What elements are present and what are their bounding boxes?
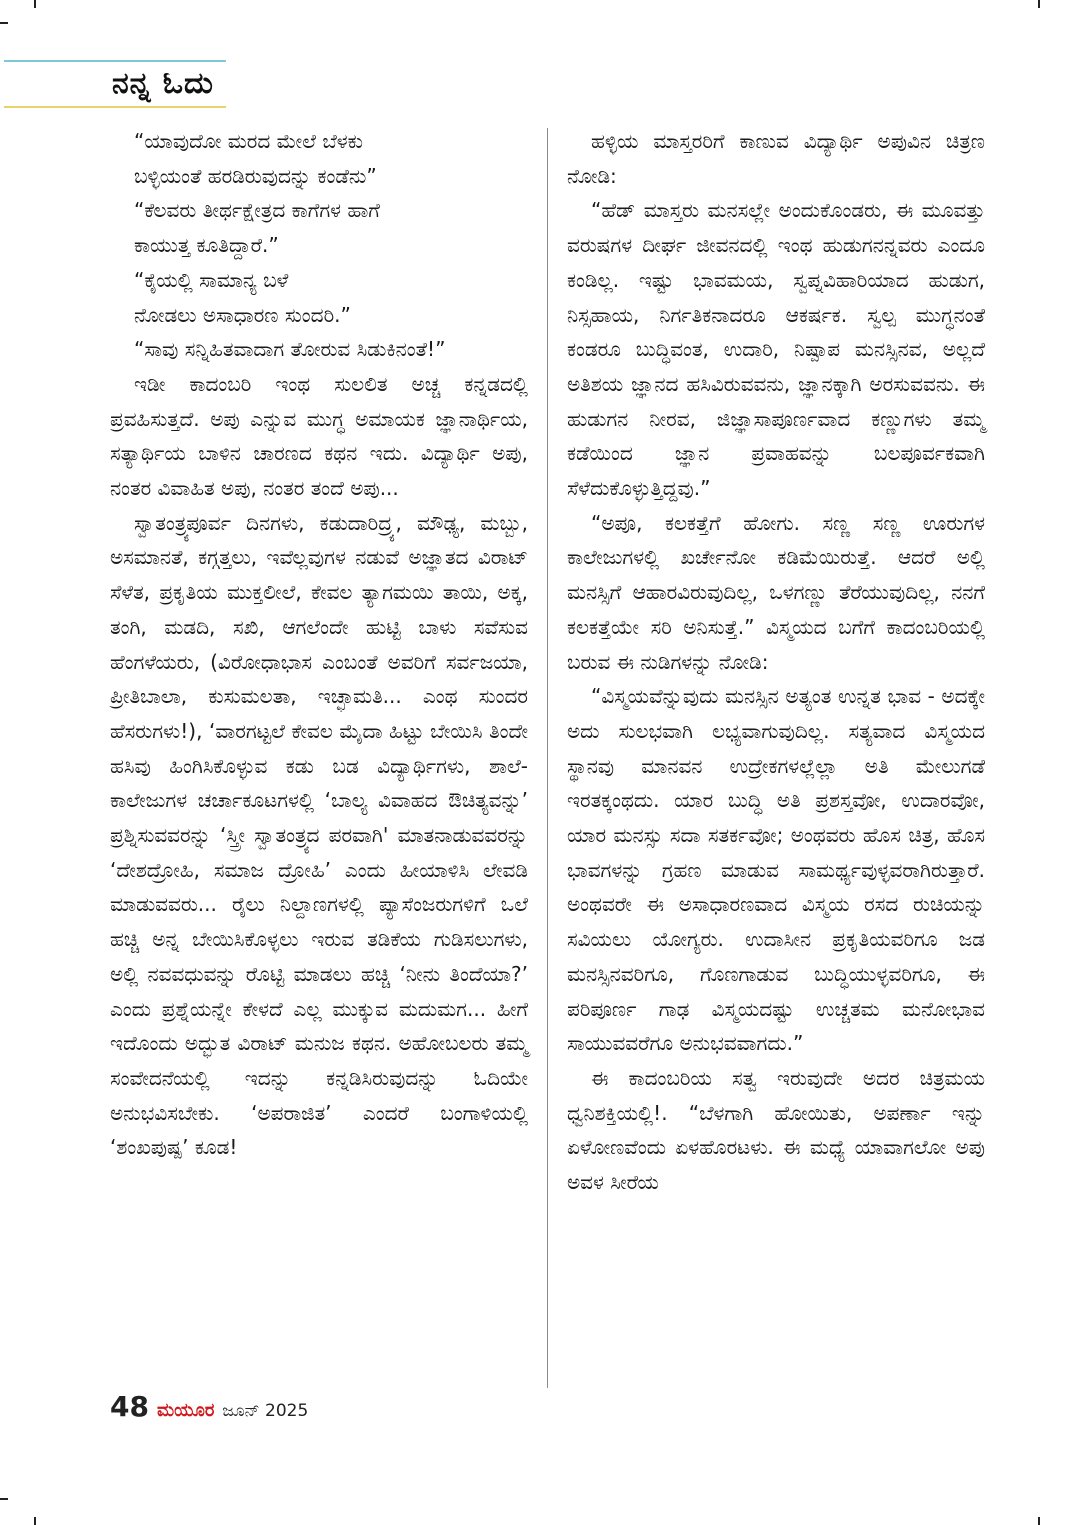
quote-line: “ಕೆಲವರು ತೀರ್ಥಕ್ಷೇತ್ರದ ಕಾಗೆಗಳ ಹಾಗೆ — [134, 198, 380, 223]
header-rule-top — [4, 60, 226, 62]
right-column — [567, 124, 985, 1200]
quote-line: “ಯಾವುದೋ ಮರದ ಮೇಲೆ ಬೆಳಕು — [134, 129, 363, 153]
paragraph: “ಸಾವು ಸನ್ನಿಹಿತವಾದಾಗ ತೋರುವ ಸಿಡುಕಿನಂತೆ!” — [134, 337, 446, 362]
issue-date: ಜೂನ್ 2025 — [222, 1401, 309, 1421]
quote-line: ನೋಡಲು ಅಸಾಧಾರಣ ಸುಂದರಿ.” — [134, 302, 351, 327]
crop-mark — [0, 1498, 8, 1500]
paragraph: “ಅಪೂ, ಕಲಕತ್ತೆಗೆ ಹೋಗು. ಸಣ್ಣ ಸಣ್ಣ ಊರುಗಳ ಕಾಲೇಜುಗಳಲ್ಲಿ ಖರ್ಚೇನೋ ಕಡಿಮೆಯಿರುತ್ತೆ. ಆದರೆ ಅಲ್ಲಿ ಮನಸ್ಸಿಗೆ ಆಹಾರವಿರುವುದಿಲ್ಲ, ಒಳಗಣ್ಣು ತೆರೆಯುವುದಿಲ್ಲ, ನನಗೆ ಕಲಕತ್ತೆಯೇ ಸರಿ ಅನಿಸುತ್ತೆ.” ವಿಸ್ಮಯದ ಬಗೆಗೆ ಕಾದಂಬರಿಯಲ್ಲಿ ಬರುವ ಈ ನುಡಿಗಳನ್ನು ನೋಡಿ: — [567, 510, 985, 674]
magazine-name: ಮಯೂರ — [156, 1400, 215, 1421]
quote-line: ಬಳ್ಳಿಯಂತೆ ಹರಡಿರುವುದನ್ನು ಕಂಡೆನು” — [134, 163, 377, 188]
paragraph: ಇಡೀ ಕಾದಂಬರಿ ಇಂಥ ಸುಲಲಿತ ಅಚ್ಚ ಕನ್ನಡದಲ್ಲಿ ಪ್ರವಹಿಸುತ್ತದೆ. ಅಪು ಎನ್ನುವ ಮುಗ್ಧ ಅಮಾಯಕ ಜ್ಞಾನಾರ್ಥಿಯ, ಸತ್ಯಾರ್ಥಿಯ ಬಾಳಿನ ಚಾರಣದ ಕಥನ ಇದು. ವಿದ್ಯಾರ್ಥಿ ಅಪು, ನಂತರ ವಿವಾಹಿತ ಅಪು, ನಂತರ ತಂದೆ ಅಪು... — [110, 371, 528, 501]
page-footer — [110, 1390, 308, 1423]
paragraph: “ಹೆಡ್ ಮಾಸ್ತರು ಮನಸಲ್ಲೇ ಅಂದುಕೊಂಡರು, ಈ ಮೂವತ್ತು ವರುಷಗಳ ದೀರ್ಘ ಜೀವನದಲ್ಲಿ ಇಂಥ ಹುಡುಗನನ್ನವರು ಎಂದೂ ಕಂಡಿಲ್ಲ. ಇಷ್ಟು ಭಾವಮಯ, ಸ್ವಪ್ನವಿಹಾರಿಯಾದ ಹುಡುಗ, ನಿಸ್ಸಹಾಯ, ನಿರ್ಗತಿಕನಾದರೂ ಆಕರ್ಷಕ. ಸ್ವಲ್ಪ ಮುಗ್ಧನಂತೆ ಕಂಡರೂ ಬುದ್ಧಿವಂತ, ಉದಾರಿ, ನಿಷ್ಪಾಪ ಮನಸ್ಸಿನವ, ಅಲ್ಲದೆ ಅತಿಶಯ ಜ್ಞಾನದ ಹಸಿವಿರುವವನು, ಜ್ಞಾನಕ್ಕಾಗಿ ಅರಸುವವನು. ಈ ಹುಡುಗನ ನೀರವ, ಜಿಜ್ಞಾಸಾಪೂರ್ಣವಾದ ಕಣ್ಣುಗಳು ತಮ್ಮ ಕಡೆಯಿಂದ ಜ್ಞಾನ ಪ್ರವಾಹವನ್ನು ಬಲಪೂರ್ವಕವಾಗಿ ಸೆಳೆದುಕೊಳ್ಳುತ್ತಿದ್ದವು.” — [567, 198, 985, 501]
crop-mark — [34, 1517, 36, 1525]
paragraph: ಹಳ್ಳಿಯ ಮಾಸ್ತರರಿಗೆ ಕಾಣುವ ವಿದ್ಯಾರ್ಥಿ ಅಪುವಿನ ಚಿತ್ರಣ ನೋಡಿ: — [567, 129, 985, 188]
left-column — [110, 124, 528, 1165]
header-rule-bottom — [4, 106, 226, 108]
paragraph: ಸ್ವಾತಂತ್ರ್ಯಪೂರ್ವ ದಿನಗಳು, ಕಡುದಾರಿದ್ರ್ಯ, ಮೌಢ್ಯ, ಮಬ್ಬು, ಅಸಮಾನತೆ, ಕಗ್ಗತ್ತಲು, ಇವೆಲ್ಲವುಗಳ ನಡುವೆ ಅಜ್ಞಾತದ ವಿರಾಟ್ ಸೆಳೆತ, ಪ್ರಕೃತಿಯ ಮುಕ್ತಲೀಲೆ, ಕೇವಲ ತ್ಯಾಗಮಯಿ ತಾಯಿ, ಅಕ್ಕ, ತಂಗಿ, ಮಡದಿ, ಸಖಿ, ಆಗಲೆಂದೇ ಹುಟ್ಟಿ ಬಾಳು ಸವೆಸುವ ಹೆಂಗಳೆಯರು, (ವಿರೋಧಾಭಾಸ ಎಂಬಂತೆ ಅವರಿಗೆ ಸರ್ವಜಯಾ, ಪ್ರೀತಿಬಾಲಾ, ಕುಸುಮಲತಾ, ಇಚ್ಛಾಮತಿ... ಎಂಥ ಸುಂದರ ಹೆಸರುಗಳು!), ‘ವಾರಗಟ್ಟಲೆ ಕೇವಲ ಮೈದಾ ಹಿಟ್ಟು ಬೇಯಿಸಿ ತಿಂದೇ ಹಸಿವು ಹಿಂಗಿಸಿಕೊಳ್ಳುವ ಕಡು ಬಡ ವಿದ್ಯಾರ್ಥಿಗಳು, ಶಾಲೆ-ಕಾಲೇಜುಗಳ ಚರ್ಚಾಕೂಟಗಳಲ್ಲಿ ‘ಬಾಲ್ಯ ವಿವಾಹದ ಔಚಿತ್ಯವನ್ನು’ ಪ್ರಶ್ನಿಸುವವರನ್ನು ‘ಸ್ತ್ರೀ ಸ್ವಾತಂತ್ರ್ಯದ ಪರವಾಗಿ' ಮಾತನಾಡುವವರನ್ನು ‘ದೇಶದ್ರೋಹಿ, ಸಮಾಜ ದ್ರೋಹಿ’ ಎಂದು ಹೀಯಾಳಿಸಿ ಲೇವಡಿ ಮಾಡುವವರು... ರೈಲು ನಿಲ್ದಾಣಗಳಲ್ಲಿ ಪ್ಯಾಸೆಂಜರುಗಳಿಗೆ ಒಲೆ ಹಚ್ಚಿ ಅನ್ನ ಬೇಯಿಸಿಕೊಳ್ಳಲು ಇರುವ ತಡಿಕೆಯ ಗುಡಿಸಲುಗಳು, ಅಲ್ಲಿ ನವವಧುವನ್ನು ರೊಟ್ಟಿ ಮಾಡಲು ಹಚ್ಚಿ ‘ನೀನು ತಿಂದೆಯಾ?’ ಎಂದು ಪ್ರಶ್ನೆಯನ್ನೇ ಕೇಳದೆ ಎಲ್ಲ ಮುಕ್ಕುವ ಮದುಮಗ... ಹೀಗೆ ಇದೊಂದು ಅದ್ಭುತ ವಿರಾಟ್ ಮನುಜ ಕಥನ. ಅಹೋಬಲರು ತಮ್ಮ ಸಂವೇದನೆಯಲ್ಲಿ ಇದನ್ನು ಕನ್ನಡಿಸಿರುವುದನ್ನು ಓದಿಯೇ ಅನುಭವಿಸಬೇಕು. ‘ಅಪರಾಜಿತ’ ಎಂದರೆ ಬಂಗಾಳಿಯಲ್ಲಿ ‘ಶಂಖಪುಷ್ಪ’ ಕೂಡ! — [110, 510, 528, 1160]
paragraph: ಈ ಕಾದಂಬರಿಯ ಸತ್ವ ಇರುವುದೇ ಅದರ ಚಿತ್ರಮಯ ಧ್ವನಿಶಕ್ತಿಯಲ್ಲಿ!. “ಬೆಳಗಾಗಿ ಹೋಯಿತು, ಅಪರ್ಣಾ ಇನ್ನು ಏಳೋಣವೆಂದು ಏಳಹೊರಟಳು. ಈ ಮಧ್ಯೆ ಯಾವಾಗಲೋ ಅಪು ಅವಳ ಸೀರೆಯ — [567, 1065, 985, 1195]
column-divider — [547, 128, 548, 1388]
crop-mark — [34, 0, 36, 8]
section-title: ನನ್ನ ಓದು — [112, 66, 214, 101]
quote-line: “ಕೈಯಲ್ಲಿ ಸಾಮಾನ್ಯ ಬಳೆ — [134, 267, 289, 292]
crop-mark — [1038, 0, 1040, 8]
paragraph: “ವಿಸ್ಮಯವೆನ್ನುವುದು ಮನಸ್ಸಿನ ಅತ್ಯಂತ ಉನ್ನತ ಭಾವ - ಅದಕ್ಕೇ ಅದು ಸುಲಭವಾಗಿ ಲಭ್ಯವಾಗುವುದಿಲ್ಲ. ಸತ್ಯವಾದ ವಿಸ್ಮಯದ ಸ್ಥಾನವು ಮಾನವನ ಉದ್ರೇಕಗಳಲ್ಲೆಲ್ಲಾ ಅತಿ ಮೇಲುಗಡೆ ಇರತಕ್ಕಂಥದು. ಯಾರ ಬುದ್ಧಿ ಅತಿ ಪ್ರಶಸ್ತವೋ, ಉದಾರವೋ, ಯಾರ ಮನಸ್ಸು ಸದಾ ಸತರ್ಕವೋ; ಅಂಥವರು ಹೊಸ ಚಿತ್ರ, ಹೊಸ ಭಾವಗಳನ್ನು ಗ್ರಹಣ ಮಾಡುವ ಸಾಮರ್ಥ್ಯವುಳ್ಳವರಾಗಿರುತ್ತಾರೆ. ಅಂಥವರೇ ಈ ಅಸಾಧಾರಣವಾದ ವಿಸ್ಮಯ ರಸದ ರುಚಿಯನ್ನು ಸವಿಯಲು ಯೋಗ್ಯರು. ಉದಾಸೀನ ಪ್ರಕೃತಿಯವರಿಗೂ ಜಡ ಮನಸ್ಸಿನವರಿಗೂ, ಗೊಣಗಾಡುವ ಬುದ್ಧಿಯುಳ್ಳವರಿಗೂ, ಈ ಪರಿಪೂರ್ಣ ಗಾಢ ವಿಸ್ಮಯದಷ್ಟು ಉಚ್ಚತಮ ಮನೋಭಾವ ಸಾಯುವವರೆಗೂ ಅನುಭವವಾಗದು.” — [567, 684, 985, 1056]
quote-line: ಕಾಯುತ್ತ ಕೂತಿದ್ದಾರೆ.” — [134, 233, 279, 258]
page-number: 48 — [110, 1390, 149, 1423]
crop-mark — [1038, 1517, 1040, 1525]
crop-mark — [0, 22, 8, 24]
